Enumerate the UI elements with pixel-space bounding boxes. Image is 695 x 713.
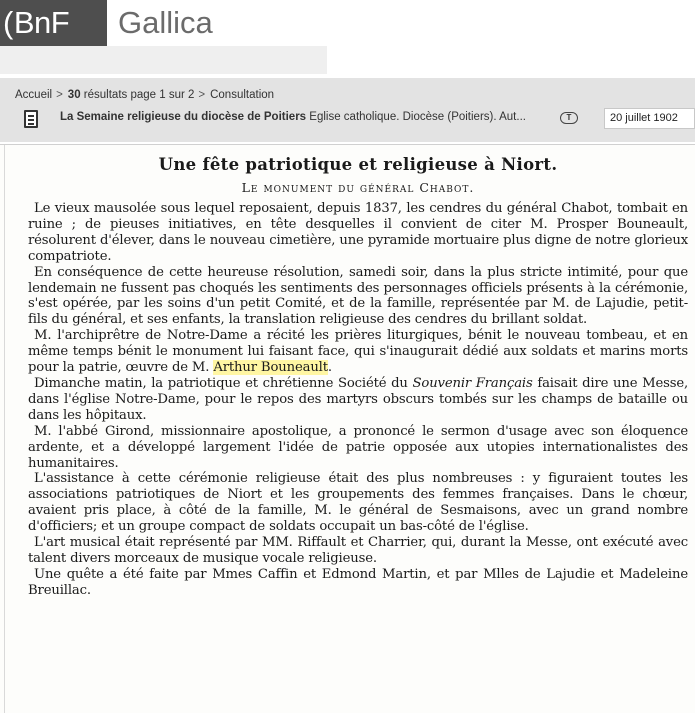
document-info-row xyxy=(0,108,695,134)
results-text: résultats page 1 sur 2 xyxy=(83,89,195,101)
bnf-logo[interactable] xyxy=(0,0,107,46)
text-mode-icon[interactable]: T xyxy=(560,112,578,124)
paragraph-1: Le vieux mausolée sous lequel reposaient, depuis 1837, les cendres du général Chabot, tombait en ruine ; de pieuses initiatives, en tête desquelles il convient de citer M. Prosper Bouneault, résolurent d'élever, dans le nouveau cimetière, une pyramide mortuaire plus digne de notre glorieux compatriote. xyxy=(28,201,688,264)
paragraph-3-end: . xyxy=(327,360,332,376)
results-count: 30 xyxy=(67,89,81,101)
gallica-title[interactable]: Gallica xyxy=(118,5,213,40)
document-title-rest: Église catholique. Diocèse (Poitiers). Aut... xyxy=(309,111,526,123)
scanned-page-viewer[interactable] xyxy=(0,144,695,713)
article-headline: Une fête patriotique et religieuse à Niort. xyxy=(158,155,558,174)
breadcrumb-current: Consultation xyxy=(210,89,275,101)
paragraph-7: L'art musical était représenté par MM. Riffault et Charrier, qui, durant la Messe, ont exécuté avec talent divers morceaux de musique vocale religieuse. xyxy=(28,535,688,566)
paragraph-4-text: Dimanche matin, la patriotique et chrétienne Société du xyxy=(34,375,408,391)
breadcrumb-separator: > xyxy=(198,89,206,101)
header-strip xyxy=(0,46,327,74)
document-title-bold: La Semaine religieuse du diocèse de Poitiers xyxy=(60,111,307,123)
paragraph-3 xyxy=(28,328,688,376)
paragraph-4 xyxy=(28,376,688,424)
paragraph-8: Une quête a été faite par Mmes Caffin et Edmond Martin, et par Mlles de Lajudie et Madeleine Breuillac. xyxy=(28,566,688,598)
page-edge xyxy=(4,145,5,713)
paragraph-6: L'assistance à cette cérémonie religieuse était des plus nombreuses : y figuraient toutes les associations patriotiques de Niort et les groupements des femmes françaises. Dans le chœur, avaient pris place, à côté de la famille, M. le général de Sesmaisons, avec un grand nombre d'officiers; et un groupe compact de soldats occupait un bas-côté de l'église. xyxy=(28,471,688,535)
paragraph-4-italic: Souvenir Français xyxy=(412,375,533,391)
document-nav-panel xyxy=(0,78,695,142)
article xyxy=(28,151,688,599)
search-highlight: Arthur Bouneault xyxy=(213,360,328,376)
article-subhead: Le monument du général Chabot. xyxy=(241,180,475,195)
breadcrumb-results-link[interactable] xyxy=(68,89,195,101)
breadcrumb-separator: > xyxy=(56,89,63,101)
logo-text: BnF xyxy=(13,5,70,40)
issue-date-selector[interactable]: 20 juillet 1902 xyxy=(604,108,695,129)
document-title[interactable] xyxy=(60,111,550,123)
breadcrumb xyxy=(15,89,274,101)
breadcrumb-home-link[interactable]: Accueil xyxy=(15,89,53,102)
logo-brace: ( xyxy=(3,5,13,40)
paragraph-2: En conséquence de cette heureuse résolution, samedi soir, dans la plus stricte intimité, pour que lendemain ne fussent pas choqués les sentiments des personnages officiels présents à la cérémonie, s'est opérée, par les soins d'un petit Comité, et de la famille, représentée par M. de Lajudie, petit-fils du général, et ses enfants, la translation religieuse des cendres du brillant soldat. xyxy=(28,264,688,328)
paragraph-3-text: M. l'archiprêtre de Notre-Dame a récité les prières liturgiques, bénit le nouveau tombeau, et en même temps bénit le monument lui faisant face, qui s'inaugurait dédié aux soldats et marins morts pour la patrie, œuvre de M. xyxy=(28,328,688,376)
document-icon[interactable] xyxy=(24,110,38,128)
paragraph-5: M. l'abbé Girond, missionnaire apostolique, a prononcé le sermon d'usage avec son éloquence ardente, et a développé largement l'idée de patrie opposée aux utopies internationalistes des humanitaires. xyxy=(28,423,688,471)
site-header xyxy=(0,0,695,46)
paragraph-4-rest: faisait dire une Messe, dans l'église Notre-Dame, pour le repos des martyrs obscurs tombés sur les champs de bataille ou dans les hôpitaux. xyxy=(28,375,689,423)
